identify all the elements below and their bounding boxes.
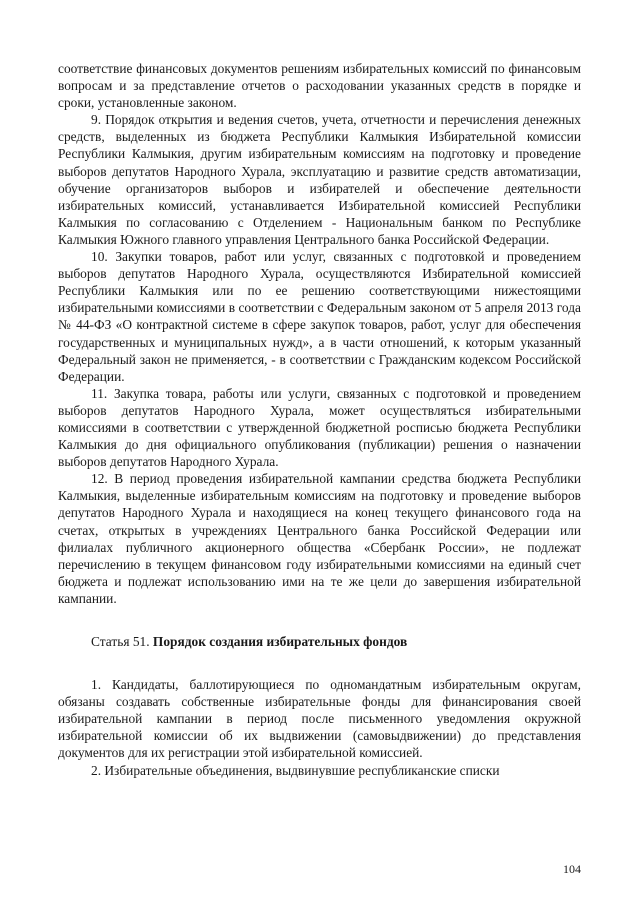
paragraph-item-12: 12. В период проведения избирательной кампании средства бюджета Республики Калмыкия, выделенные избирательным комиссиям на подготовку и проведение выборов депутатов Народного Хурала и находящиеся на конец текущего финансового года на счетах, открытых в учреждениях Центрального банка Российской Федерации или филиалах публичного акционерного общества «Сбербанк России», не подлежат перечислению в текущем финансовом году избирательными комиссиями на единый счет бюджета и подлежат использованию ими на те же цели до завершения избирательной кампании. [58, 471, 581, 606]
paragraph-item-9: 9. Порядок открытия и ведения счетов, учета, отчетности и перечисления денежных средств, выделенных из бюджета Республики Калмыкия Избирательной комиссии Республики Калмыкия, другим избирательным комиссиям на подготовку и проведение выборов депутатов Народного Хурала, эксплуатацию и развитие средств автоматизации, обучение организаторов выборов и избирателей и обеспечение деятельности избирательных комиссий, устанавливается Избирательной комиссией Республики Калмыкия по согласованию с Отделением - Национальным банком по Республике Калмыкия Южного главного управления Центрального банка Российской Федерации. [58, 112, 581, 247]
paragraph-item-1: 1. Кандидаты, баллотирующиеся по одномандатным избирательным округам, обязаны создавать собственные избирательные фонды для финансирования своей избирательной кампании в период после письменного уведомления окружной избирательной комиссии об их выдвижении (самовыдвижении) до представления документов для их регистрации этой избирательной комиссией. [58, 677, 581, 761]
paragraph-item-10: 10. Закупки товаров, работ или услуг, связанных с подготовкой и проведением выборов депутатов Народного Хурала, осуществляются Избирательной комиссией Республики Калмыкия или по ее решению соответствующими нижестоящими избирательными комиссиями в соответствии с Федеральным законом от 5 апреля 2013 года № 44-ФЗ «О контрактной системе в сфере закупок товаров, работ, услуг для обеспечения государственных и муниципальных нужд», а в части отношений, к которым указанный Федеральный закон не применяется, - в соответствии с Гражданским кодексом Российской Федерации. [58, 249, 581, 384]
paragraph-item-11: 11. Закупка товара, работы или услуги, связанных с подготовкой и проведением выборов депутатов Народного Хурала, может осуществляться избирательными комиссиями в соответствии с утвержденной бюджетной росписью бюджета Республики Калмыкия до дня официального опубликования (публикации) решения о назначении выборов депутатов Народного Хурала. [58, 385, 581, 470]
paragraph-item-2: 2. Избирательные объединения, выдвинувшие республиканские списки [91, 762, 500, 778]
paragraph-continuation: соответствие финансовых документов решениям избирательных комиссий по финансовым вопросам и за представление отчетов о расходовании указанных средств в порядке и сроки, установленные законом. [58, 61, 581, 111]
paragraphs-before [58, 60, 581, 607]
article-title: Порядок создания избирательных фондов [152, 634, 408, 649]
article-prefix: Статья 51. [91, 634, 153, 649]
article-heading [58, 633, 581, 650]
page-number: 104 [563, 862, 581, 876]
paragraphs-after [58, 676, 581, 779]
